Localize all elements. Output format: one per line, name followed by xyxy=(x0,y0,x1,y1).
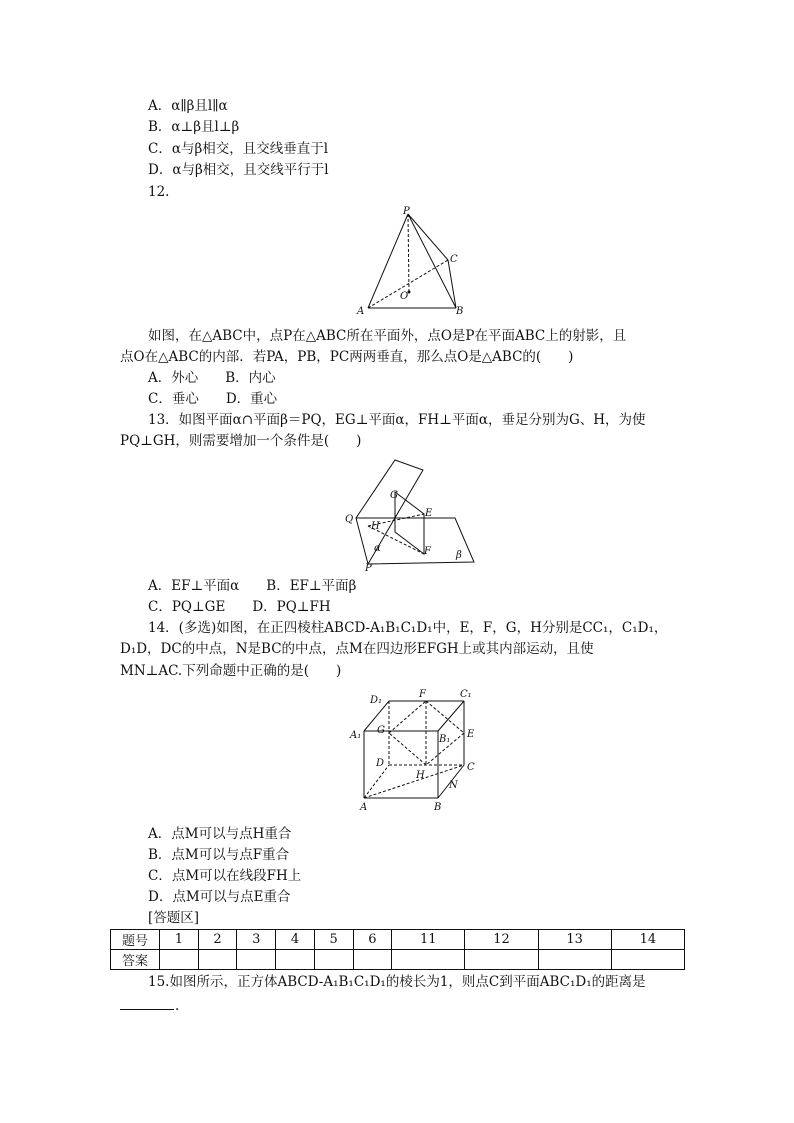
answer-cell[interactable] xyxy=(392,950,465,970)
question-number-cell: 14 xyxy=(611,930,684,950)
q13-label-h: H xyxy=(371,521,380,532)
question-number-cell: 11 xyxy=(392,930,465,950)
q14-option-a: A．点M可以与点H重合 xyxy=(148,826,292,842)
q12-options-line1: A．外心 B．内心 xyxy=(148,370,276,386)
q13-label-e: E xyxy=(425,508,433,519)
q14-label-a: A xyxy=(360,802,368,813)
q14-label-n: N xyxy=(449,780,458,791)
answer-cell[interactable] xyxy=(465,950,538,970)
q12-stem-line2: 点O在△ABC的内部．若PA，PB，PC两两垂直，那么点O是△ABC的( ) xyxy=(120,349,574,365)
q14-label-e: E xyxy=(467,729,475,740)
q13-stem-line2: PQ⊥GH，则需要增加一个条件是( ) xyxy=(120,433,362,449)
q13-label-p: P xyxy=(365,563,372,572)
q14-label-b: B xyxy=(434,802,442,813)
q13-options-line1: A．EF⊥平面α B．EF⊥平面β xyxy=(148,578,357,594)
q11-option-a: A．α∥β且l∥α xyxy=(148,98,228,114)
q12-label-b: B xyxy=(456,306,464,317)
q15-stem-end: . xyxy=(175,998,180,1014)
q12-options-line2: C．垂心 D．重心 xyxy=(148,391,278,407)
answer-cell[interactable] xyxy=(611,950,684,970)
q15-stem-line1: 15.如图所示，正方体ABCD-A₁B₁C₁D₁的棱长为1，则点C到平面ABC₁D₁的距离是 xyxy=(148,974,646,990)
q14-stem-line2: D₁D，DC的中点，N是BC的中点，点M在四边形EFGH上或其内部运动，且使 xyxy=(120,641,594,657)
q12-label-a: A xyxy=(357,306,365,317)
q11-option-c: C．α与β相交，且交线垂直于l xyxy=(148,141,329,157)
answer-table xyxy=(110,929,685,970)
q11-option-d: D．α与β相交，且交线平行于l xyxy=(148,162,329,178)
q15-answer-blank[interactable] xyxy=(120,1008,174,1010)
q14-label-a1: A₁ xyxy=(350,730,362,741)
question-number-cell: 2 xyxy=(198,930,237,950)
q14-label-b1: B₁ xyxy=(439,734,451,745)
q12-label-o: O xyxy=(400,291,409,302)
answer-cell[interactable] xyxy=(276,950,315,970)
answer-cell[interactable] xyxy=(538,950,611,970)
answer-cell[interactable] xyxy=(237,950,276,970)
question-number-cell: 4 xyxy=(276,930,315,950)
answer-area-label: [答题区] xyxy=(148,910,200,926)
question-number-cell: 12 xyxy=(465,930,538,950)
q14-label-h: H xyxy=(416,770,425,781)
q12-label-p: P xyxy=(403,206,410,217)
q13-label-f: F xyxy=(424,546,431,557)
q13-options-line2: C．PQ⊥GE D．PQ⊥FH xyxy=(148,599,331,615)
q12-number: 12. xyxy=(148,184,170,200)
q13-label-q: Q xyxy=(345,514,354,525)
question-number-cell: 5 xyxy=(314,930,353,950)
q13-label-alpha: α xyxy=(374,543,381,554)
question-number-cell: 1 xyxy=(160,930,199,950)
q12-stem-line1: 如图，在△ABC中，点P在△ABC所在平面外，点O是P在平面ABC上的射影，且 xyxy=(148,328,627,344)
answer-table-answer-row xyxy=(111,950,685,970)
q14-label-f: F xyxy=(419,689,426,700)
q13-label-g: G xyxy=(390,490,398,501)
q12-pyramid-figure xyxy=(350,202,480,320)
answer-cell[interactable] xyxy=(198,950,237,970)
q14-prism-figure xyxy=(344,686,480,814)
q14-label-g: G xyxy=(377,725,385,736)
answer-cell[interactable] xyxy=(160,950,199,970)
q13-stem-line1: 13．如图平面α∩平面β＝PQ，EG⊥平面α，FH⊥平面α，垂足分别为G、H，为使 xyxy=(148,412,646,428)
q13-planes-figure xyxy=(340,454,480,572)
q12-label-c: C xyxy=(450,254,458,265)
question-number-cell: 3 xyxy=(237,930,276,950)
answer-cell[interactable] xyxy=(314,950,353,970)
answer-cell[interactable] xyxy=(353,950,392,970)
q14-label-d: D xyxy=(376,758,385,769)
q13-label-beta: β xyxy=(456,550,462,561)
q14-stem-line3: MN⊥AC.下列命题中正确的是( ) xyxy=(120,663,342,679)
q14-label-c1: C₁ xyxy=(460,689,472,700)
q14-label-d1: D₁ xyxy=(370,695,383,706)
q14-option-d: D．点M可以与点E重合 xyxy=(148,889,291,905)
answer-table-header-row xyxy=(111,930,685,950)
q11-option-b: B．α⊥β且l⊥β xyxy=(148,119,240,135)
q14-option-c: C．点M可以在线段FH上 xyxy=(148,868,302,884)
q14-option-b: B．点M可以与点F重合 xyxy=(148,847,290,863)
header-label-cell: 题号 xyxy=(111,930,160,950)
question-number-cell: 6 xyxy=(353,930,392,950)
q14-stem-line1: 14．(多选)如图，在正四棱柱ABCD-A₁B₁C₁D₁中，E，F，G，H分别是CC₁，C₁D₁， xyxy=(148,620,668,636)
q14-label-c: C xyxy=(467,762,475,773)
answer-label-cell: 答案 xyxy=(111,950,160,970)
question-number-cell: 13 xyxy=(538,930,611,950)
